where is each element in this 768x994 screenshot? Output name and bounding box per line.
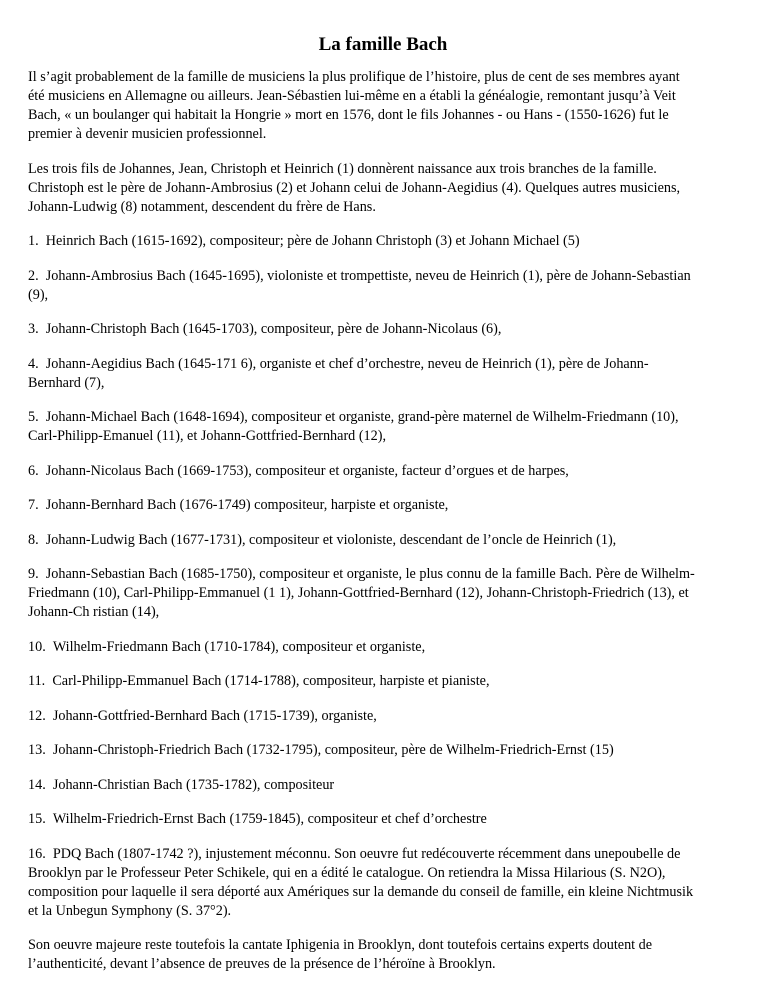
list-item (28, 638, 698, 657)
list-item (28, 707, 698, 726)
intro-paragraph-2: Les trois fils de Johannes, Jean, Christoph et Heinrich (1) donnèrent naissance aux trois branches de la famille. Christoph est le père de Johann-Ambrosius (2) et Johann celui de Johann-Aegidius (4). Quelques autres musiciens, Johann-Ludwig (8) notamment, descendent du frère de Hans. (28, 160, 681, 215)
list-item (28, 232, 698, 251)
document-title: La famille Bach (318, 34, 448, 55)
list-item-number: 15 . (28, 811, 53, 827)
list-item-text: Johann-Christoph Bach (1645-1703), compositeur, père de Johann-Nicolaus (6), (45, 321, 502, 337)
list-item (28, 565, 698, 622)
list-item-number: 6 . (28, 463, 46, 479)
list-item-text: Wilhelm-Friedrich-Ernst Bach (1759-1845), compositeur et chef d’orchestre (52, 811, 487, 827)
list-item-text: Carl-Philipp-Emmanuel Bach (1714-1788), compositeur, harpiste et pianiste, (52, 673, 490, 689)
list-item (28, 845, 698, 921)
list-item (28, 320, 698, 339)
list-item-text: Heinrich Bach (1615-1692), compositeur; père de Johann Christoph (3) et Johann Michael (5) (45, 233, 580, 249)
list-item (28, 741, 698, 760)
list-item-number: 9 . (28, 566, 46, 582)
list-item (28, 672, 698, 691)
list-item-number: 7 . (28, 497, 46, 513)
list-item-text: Johann-Ludwig Bach (1677-1731), compositeur et violoniste, descendant de l’oncle de Heinrich (1), (45, 531, 617, 548)
list-item-number: 5 . (28, 409, 46, 425)
list-item-text: Johann-Aegidius Bach (1645-171 6), organiste et chef d’orchestre, neveu de Heinrich (1), père de Johann-Bernhard (7), (28, 355, 649, 391)
list-item-text: Johann-Ambrosius Bach (1645-1695), violoniste et trompettiste, neveu de Heinrich (1), père de Johann-Sebastian (9), (28, 267, 691, 303)
list-item (28, 408, 698, 446)
list-item (28, 355, 698, 393)
list-item-text: Johann-Nicolaus Bach (1669-1753), compositeur et organiste, facteur d’orgues et de harpes, (45, 462, 569, 479)
closing-paragraph: Son oeuvre majeure reste toutefois la cantate Iphigenia in Brooklyn, dont toutefois certains experts doutent de l’authenticité, devant l’absence de preuves de la présence de l’héroïne à Brooklyn. (28, 937, 653, 972)
list-item-number: 3 . (28, 321, 46, 337)
list-item (28, 496, 698, 515)
list-item-number: 13 . (28, 742, 53, 758)
list-item-number: 4 . (28, 356, 46, 372)
list-item-number: 12 . (28, 708, 53, 724)
list-item-number: 8 . (28, 532, 46, 548)
list-item-text: Johann-Christian Bach (1735-1782), compositeur (52, 776, 335, 793)
list-item-number: 1 . (28, 233, 46, 249)
intro-paragraph-1: Il s’agit probablement de la famille de musiciens la plus prolifique de l’histoire, plus de cent de ses membres ayant été musiciens en Allemagne ou ailleurs. Jean-Sébastien lui-même en a établi la généalogie, remontant jusqu’à Veit Bach, « un boulanger qui habitait la Hongrie » mort en 1576, dont le fils Johannes - ou Hans - (1550-1626) fut le premier à devenir musicien professionnel. (28, 69, 680, 142)
list-item-text: PDQ Bach (1807-1742 ?), injustement méconnu. Son oeuvre fut redécouverte récemment dans unepoubelle de Brooklyn par le Professeur Peter Schikele, qui en a édité le catalogue. On retiendra la Missa Hilarious (S. N2O), composition pour laquelle il sera déporté aux Amériques sur la demande du conseil de famille, ein kleine Nichtmusik et la Unbegun Symphony (S. 37°2). (28, 845, 694, 919)
list-item-number: 16 . (28, 846, 53, 862)
list-item-number: 14 . (28, 777, 53, 793)
list-item-text: Johann-Bernhard Bach (1676-1749) compositeur, harpiste et organiste, (45, 497, 449, 513)
list-item-text: Wilhelm-Friedmann Bach (1710-1784), compositeur et organiste, (52, 638, 426, 655)
list-item (28, 462, 698, 481)
list-item (28, 776, 698, 795)
list-item-number: 11 . (28, 673, 52, 689)
list-item-text: Johann-Sebastian Bach (1685-1750), compositeur et organiste, le plus connu de la famille Bach. Père de Wilhelm-Friedmann (10), Carl-Philipp-Emmanuel (1 1), Johann-Gottfried-Bernhard (12), Johann-Christoph-Friedrich (13), et Johann-Ch ristian (14), (28, 566, 695, 620)
list-item (28, 267, 698, 305)
list-item (28, 810, 698, 829)
list-item-number: 10 . (28, 639, 53, 655)
genealogy-list (28, 232, 698, 921)
list-item-text: Johann-Christoph-Friedrich Bach (1732-1795), compositeur, père de Wilhelm-Friedrich-Ernst (15) (52, 742, 614, 758)
list-item (28, 531, 698, 550)
list-item-number: 2 . (28, 268, 46, 284)
list-item-text: Johann-Gottfried-Bernhard Bach (1715-1739), organiste, (52, 707, 377, 724)
list-item-text: Johann-Michael Bach (1648-1694), compositeur et organiste, grand-père maternel de Wilhelm-Friedmann (10), Carl-Philipp-Emanuel (11), et Johann-Gottfried-Bernhard (12), (28, 409, 679, 444)
